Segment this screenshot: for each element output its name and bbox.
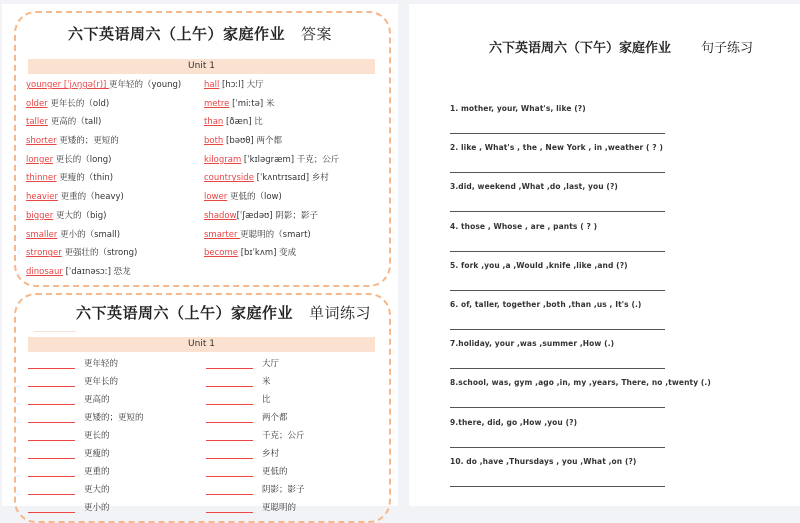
answer-blank[interactable] — [28, 440, 75, 441]
question-text: 9.there, did, go ,How ,you (?) — [450, 417, 578, 427]
vocab-item — [204, 132, 339, 151]
question-item — [450, 182, 680, 221]
unit-header: Unit 1 — [28, 59, 375, 74]
worksheet-page-right — [409, 4, 800, 506]
vocab-item — [204, 169, 339, 188]
answer-line[interactable] — [450, 251, 665, 252]
answer-blank[interactable] — [28, 422, 75, 423]
vocab-item — [26, 76, 181, 95]
vocab-item — [204, 188, 339, 207]
question-item — [450, 418, 680, 457]
question-text: 2. like , What's , the , New York , in ,weather ( ? ) — [450, 143, 663, 153]
vocab-meaning: 更年长的（old) — [47, 98, 110, 109]
answer-line[interactable] — [450, 447, 665, 448]
blank-meaning: 更小的 — [84, 503, 110, 513]
blank-meaning: 更高的 — [84, 395, 110, 405]
answer-blank[interactable] — [28, 512, 75, 513]
vocab-meaning: [ˈkʌntrɪsaɪd] 乡村 — [253, 173, 329, 184]
question-item — [450, 104, 680, 143]
question-text: 1. mother, your, What's, like (?) — [450, 104, 586, 113]
question-text: 3.did, weekend ,What ,do ,last, you (?) — [450, 182, 618, 192]
question-text: 4. those , Whose , are , pants ( ? ) — [450, 221, 598, 231]
answer-blank[interactable] — [28, 458, 75, 459]
vocab-word: both — [204, 136, 224, 147]
answer-blank[interactable] — [206, 404, 253, 405]
question-item — [450, 143, 680, 182]
vocab-list-left — [26, 76, 181, 282]
blank-meaning: 两个都 — [262, 413, 288, 423]
answer-blank[interactable] — [28, 386, 75, 387]
sentence-page-heading: 六下英语周六（下午）家庭作业 — [489, 41, 672, 56]
word-card-heading: 六下英语周六（上午）家庭作业 — [76, 304, 294, 322]
vocab-word: kilogram — [204, 154, 242, 165]
blank-meaning: 千克；公斤 — [262, 431, 305, 441]
vocab-word: heavier — [26, 192, 58, 203]
answer-card-title — [68, 23, 389, 44]
vocab-word: shadow — [204, 210, 237, 221]
vocab-item — [26, 244, 181, 263]
vocab-word: become — [204, 248, 239, 259]
blank-meaning: 比 — [262, 395, 271, 405]
answer-line[interactable] — [450, 290, 665, 291]
question-item — [450, 300, 680, 339]
vocab-meaning: 更强壮的（strong) — [61, 248, 138, 259]
answer-line[interactable] — [450, 133, 665, 134]
answer-line[interactable] — [450, 211, 665, 212]
blank-meaning: 更大的 — [84, 485, 110, 495]
vocab-meaning: 更聪明的（smart) — [240, 229, 311, 240]
question-text: 6. of, taller, together ,both ,than ,us , It's (.) — [450, 299, 642, 309]
vocab-meaning: 更低的（low) — [227, 192, 282, 203]
vocab-meaning: 更高的（tall) — [48, 117, 102, 128]
blank-meaning: 乡村 — [262, 449, 280, 459]
sentence-question-list — [450, 104, 711, 496]
sentence-page-title — [489, 37, 753, 56]
vocab-word: lower — [204, 192, 228, 203]
vocab-word: dinosaur — [26, 266, 63, 277]
blank-meaning: 更低的 — [262, 467, 288, 477]
vocab-item — [204, 95, 339, 114]
answer-line[interactable] — [450, 172, 665, 173]
vocab-item — [26, 151, 181, 170]
answer-card-heading: 六下英语周六（上午）家庭作业 — [68, 25, 286, 43]
vocab-list-right — [204, 76, 339, 263]
word-practice-card — [14, 293, 391, 523]
answer-blank[interactable] — [206, 476, 253, 477]
vocab-meaning: 更年轻的（young) — [109, 80, 182, 90]
question-item — [450, 457, 680, 496]
vocab-word: thinner — [26, 173, 57, 184]
answer-blank[interactable] — [206, 494, 253, 495]
answer-blank[interactable] — [206, 368, 253, 369]
vocab-word: metre — [204, 98, 230, 109]
question-item — [450, 261, 680, 300]
blank-meaning: 更聪明的 — [262, 503, 297, 513]
vocab-item — [26, 207, 181, 226]
word-card-title — [76, 302, 389, 323]
question-text: 5. fork ,you ,a ,Would ,knife ,like ,and (?) — [450, 260, 628, 270]
answer-line[interactable] — [450, 329, 665, 330]
vocab-word: smarter — [204, 229, 241, 240]
vocab-item — [204, 207, 339, 226]
answer-blank[interactable] — [206, 440, 253, 441]
vocab-word: shorter — [26, 136, 57, 147]
vocab-meaning: 更大的（big) — [53, 210, 107, 221]
vocab-word: smaller — [26, 229, 58, 240]
word-card-subtitle: 单词练习 — [309, 304, 372, 322]
vocab-meaning: 更重的（heavy) — [57, 192, 124, 203]
vocab-meaning: [bɪˈkʌm] 变成 — [238, 248, 297, 259]
vocab-item — [26, 263, 181, 282]
vocab-item — [204, 151, 339, 170]
vocab-meaning: 更小的（small) — [57, 229, 121, 240]
answer-blank[interactable] — [28, 368, 75, 369]
vocab-word: stronger — [26, 248, 62, 259]
answer-blank[interactable] — [206, 512, 253, 513]
vocab-meaning: [ðæn] 比 — [223, 117, 263, 128]
blank-meaning: 更年轻的 — [84, 359, 119, 369]
vocab-item — [204, 113, 339, 132]
blank-meaning: 米 — [262, 377, 271, 387]
blank-meaning: 更年长的 — [84, 377, 119, 387]
vocab-item — [26, 226, 181, 245]
vocab-word: than — [204, 117, 224, 128]
vocab-word: countryside — [204, 173, 254, 184]
answer-blank[interactable] — [28, 404, 75, 405]
answer-blank[interactable] — [206, 386, 253, 387]
vocab-meaning: 更长的（long) — [53, 154, 112, 165]
answer-blank[interactable] — [206, 422, 253, 423]
answer-line[interactable] — [450, 368, 665, 369]
question-item — [450, 378, 711, 417]
vocab-item — [26, 132, 181, 151]
vocab-meaning: [ˈkɪləɡræm] 千克；公斤 — [241, 154, 340, 165]
vocab-item — [204, 244, 339, 263]
vocab-word: older — [26, 98, 48, 109]
vocab-word: bigger — [26, 210, 54, 221]
vocab-word: hall — [204, 80, 220, 90]
sentence-page-subtitle: 句子练习 — [701, 41, 754, 56]
vocab-meaning: [ˈʃædəʊ] 阴影；影子 — [236, 210, 318, 221]
vocab-item — [26, 188, 181, 207]
vocab-item — [26, 113, 181, 132]
vocab-meaning: [ˈmiːtə] 米 — [229, 98, 275, 109]
question-text: 8.school, was, gym ,ago ,in, my ,years, There, no ,twenty (.) — [450, 378, 711, 388]
vocab-word: longer — [26, 154, 54, 165]
worksheet-page-left — [2, 4, 398, 513]
vocab-item — [26, 95, 181, 114]
vocab-item — [204, 76, 339, 95]
blank-meaning: 更重的 — [84, 467, 110, 477]
answer-blank[interactable] — [28, 494, 75, 495]
answer-line[interactable] — [450, 486, 665, 487]
vocab-item — [26, 169, 181, 188]
blank-meaning: 大厅 — [262, 359, 280, 369]
vocab-word: taller — [26, 117, 48, 128]
question-item — [450, 339, 680, 378]
blank-meaning: 更瘦的 — [84, 449, 110, 459]
answer-key-card — [14, 11, 391, 287]
vocab-meaning: [bəʊθ] 两个都 — [223, 136, 282, 147]
blank-meaning: 更长的 — [84, 431, 110, 441]
question-item — [450, 222, 680, 261]
vocab-meaning: 更矮的；更短的 — [56, 136, 119, 147]
question-text: 7.holiday, your ,was ,summer ,How (.) — [450, 339, 615, 349]
divider — [34, 331, 76, 332]
answer-blank[interactable] — [28, 476, 75, 477]
answer-blank[interactable] — [206, 458, 253, 459]
answer-line[interactable] — [450, 407, 665, 408]
blank-meaning: 阴影；影子 — [262, 485, 305, 495]
question-text: 10. do ,have ,Thursdays , you ,What ,on (?) — [450, 456, 637, 466]
vocab-word: younger [ˈjʌŋɡə(r)] — [26, 80, 110, 90]
vocab-meaning: 更瘦的（thin) — [56, 173, 114, 184]
vocab-meaning: [ˈdaɪnəsɔː] 恐龙 — [62, 266, 131, 277]
blank-meaning: 更矮的；更短的 — [84, 413, 144, 423]
unit-header: Unit 1 — [28, 337, 375, 352]
vocab-item — [204, 226, 339, 245]
vocab-meaning: [hɔːl] 大厅 — [219, 80, 264, 90]
answer-card-subtitle: 答案 — [301, 25, 333, 43]
